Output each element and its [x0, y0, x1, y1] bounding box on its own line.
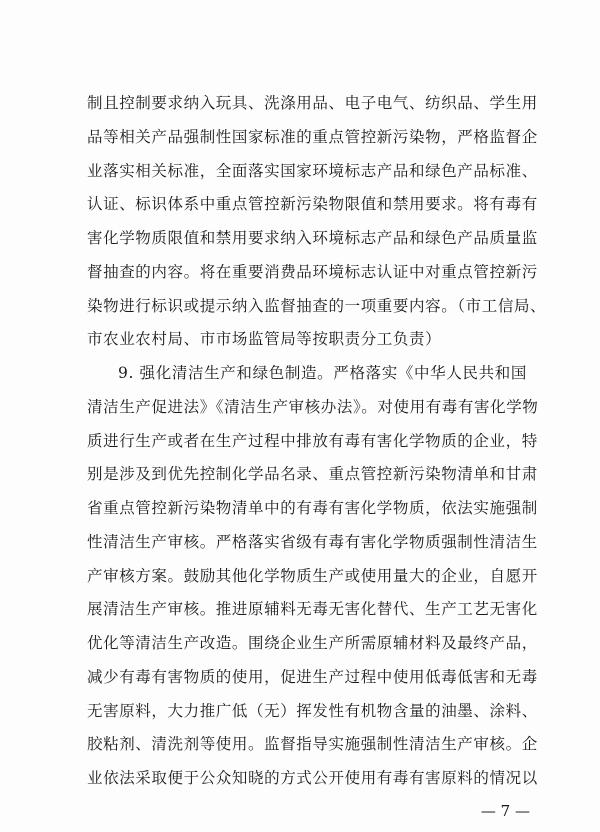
body-text-line: 性清洁生产审核。严格落实省级有毒有害化学物质强制性清洁生	[87, 533, 538, 551]
body-text-line: 市农业农村局、市市场监管局等按职责分工负责）	[87, 330, 442, 348]
body-text-line: 质进行生产或者在生产过程中排放有毒有害化学物质的企业，特	[87, 432, 538, 450]
body-text-line: 无害原料，大力推广低（无）挥发性有机物含量的油墨、涂料、	[87, 702, 538, 720]
body-text-line: 业依法采取便于公众知晓的方式公开使用有毒有害原料的情况以	[87, 769, 538, 787]
body-text-line: 制且控制要求纳入玩具、洗涤用品、电子电气、纺织品、学生用	[87, 94, 538, 112]
body-text-line: 优化等清洁生产改造。围绕企业生产所需原辅材料及最终产品，	[87, 634, 538, 652]
body-text-line: 展清洁生产审核。推进原辅料无毒无害化替代、生产工艺无害化	[87, 600, 538, 618]
body-text-line: 减少有毒有害物质的使用，促进生产过程中使用低毒低害和无毒	[87, 668, 538, 686]
body-text-line: 别是涉及到优先控制化学品名录、重点管控新污染物清单和甘肃	[87, 465, 538, 483]
body-text-line: 督抽查的内容。将在重要消费品环境标志认证中对重点管控新污	[87, 263, 538, 281]
body-text-line: 清洁生产促进法》《清洁生产审核办法》。对使用有毒有害化学物	[87, 398, 539, 416]
body-text-line: 染物进行标识或提示纳入监督抽查的一项重要内容。（市工信局、	[87, 297, 547, 315]
body-text-line: 害化学物质限值和禁用要求纳入环境标志产品和绿色产品质量监	[87, 229, 538, 247]
body-text-line: 业落实相关标准，全面落实国家环境标志产品和绿色产品标准、	[87, 162, 538, 180]
section-heading-line: 9. 强化清洁生产和绿色制造。严格落实《中华人民共和国	[118, 364, 527, 382]
body-text-line: 产审核方案。鼓励其他化学物质生产或使用量大的企业，自愿开	[87, 567, 538, 585]
body-text-line: 品等相关产品强制性国家标准的重点管控新污染物，严格监督企	[87, 128, 538, 146]
body-text-line: 胶粘剂、清洗剂等使用。监督指导实施强制性清洁生产审核。企	[87, 735, 538, 753]
body-text-line: 省重点管控新污染物清单中的有毒有害化学物质，依法实施强制	[87, 499, 538, 517]
page-number: — 7 —	[480, 802, 530, 820]
body-text-line: 认证、标识体系中重点管控新污染物限值和禁用要求。将有毒有	[87, 195, 538, 213]
